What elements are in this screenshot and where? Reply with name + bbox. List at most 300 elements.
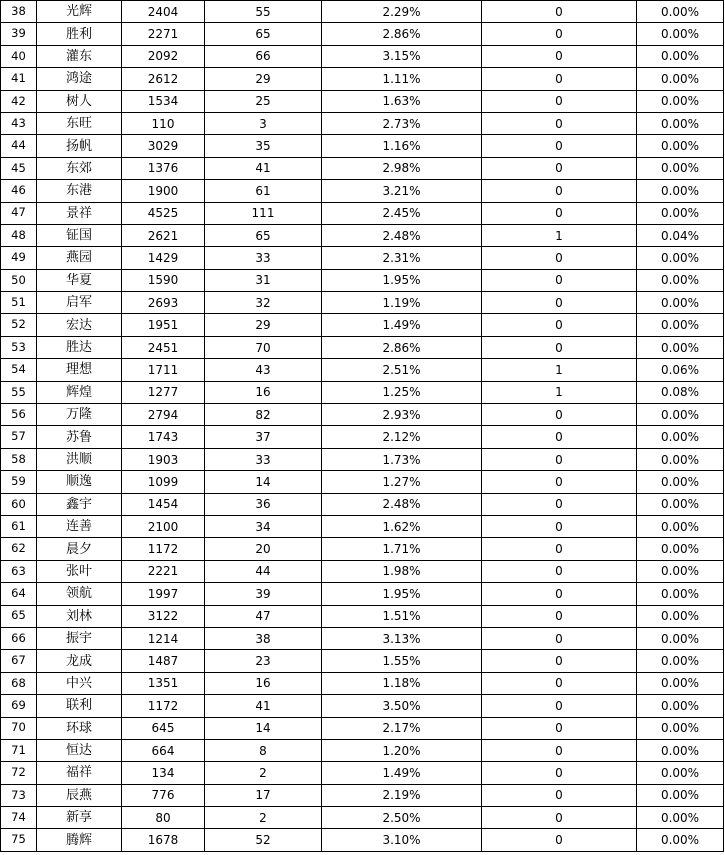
row-index-cell: 56	[1, 404, 37, 426]
row-index-cell: 75	[1, 829, 37, 851]
row-index-cell: 72	[1, 762, 37, 784]
count-cell: 39	[205, 583, 322, 605]
count2-cell: 0	[482, 515, 637, 537]
count2-cell: 0	[482, 448, 637, 470]
table-row	[1, 717, 724, 739]
total-cell: 1487	[122, 650, 205, 672]
rate2-cell: 0.00%	[637, 784, 724, 806]
table-row	[1, 269, 724, 291]
total-cell: 3122	[122, 605, 205, 627]
rate-cell: 1.11%	[322, 68, 482, 90]
count-cell: 66	[205, 45, 322, 67]
table-row	[1, 807, 724, 829]
row-index-cell: 65	[1, 605, 37, 627]
row-index-cell: 55	[1, 381, 37, 403]
row-index-cell: 73	[1, 784, 37, 806]
row-index-cell: 57	[1, 426, 37, 448]
count2-cell: 0	[482, 314, 637, 336]
table-row	[1, 90, 724, 112]
table-row	[1, 359, 724, 381]
rate-cell: 1.16%	[322, 135, 482, 157]
count-cell: 41	[205, 157, 322, 179]
rate-cell: 3.15%	[322, 45, 482, 67]
row-index-cell: 58	[1, 448, 37, 470]
count2-cell: 0	[482, 426, 637, 448]
total-cell: 2092	[122, 45, 205, 67]
name-cell: 中兴	[37, 672, 122, 694]
name-cell: 东郊	[37, 157, 122, 179]
rate2-cell: 0.00%	[637, 560, 724, 582]
count-cell: 16	[205, 672, 322, 694]
count2-cell: 0	[482, 1, 637, 23]
total-cell: 2621	[122, 224, 205, 246]
row-index-cell: 43	[1, 112, 37, 134]
row-index-cell: 40	[1, 45, 37, 67]
table-row	[1, 224, 724, 246]
rate-cell: 2.29%	[322, 1, 482, 23]
row-index-cell: 45	[1, 157, 37, 179]
rate-cell: 2.45%	[322, 202, 482, 224]
total-cell: 1351	[122, 672, 205, 694]
name-cell: 灌东	[37, 45, 122, 67]
rate2-cell: 0.00%	[637, 292, 724, 314]
count2-cell: 0	[482, 695, 637, 717]
rate2-cell: 0.00%	[637, 336, 724, 358]
row-index-cell: 66	[1, 627, 37, 649]
total-cell: 1900	[122, 180, 205, 202]
table-row	[1, 68, 724, 90]
rate2-cell: 0.00%	[637, 135, 724, 157]
rate-cell: 3.13%	[322, 627, 482, 649]
count2-cell: 0	[482, 45, 637, 67]
count2-cell: 1	[482, 359, 637, 381]
name-cell: 张叶	[37, 560, 122, 582]
name-cell: 振宇	[37, 627, 122, 649]
row-index-cell: 48	[1, 224, 37, 246]
table-body	[1, 1, 724, 852]
total-cell: 776	[122, 784, 205, 806]
rate-cell: 1.95%	[322, 269, 482, 291]
name-cell: 鸿途	[37, 68, 122, 90]
count-cell: 44	[205, 560, 322, 582]
total-cell: 80	[122, 807, 205, 829]
rate-cell: 1.98%	[322, 560, 482, 582]
count2-cell: 0	[482, 627, 637, 649]
count2-cell: 0	[482, 90, 637, 112]
count2-cell: 0	[482, 247, 637, 269]
rate-cell: 2.86%	[322, 23, 482, 45]
total-cell: 1711	[122, 359, 205, 381]
rate2-cell: 0.00%	[637, 426, 724, 448]
count-cell: 29	[205, 314, 322, 336]
count2-cell: 0	[482, 672, 637, 694]
row-index-cell: 38	[1, 1, 37, 23]
count-cell: 52	[205, 829, 322, 851]
rate-cell: 2.86%	[322, 336, 482, 358]
table-row	[1, 112, 724, 134]
rate-cell: 1.18%	[322, 672, 482, 694]
count-cell: 70	[205, 336, 322, 358]
count-cell: 17	[205, 784, 322, 806]
rate-cell: 1.71%	[322, 538, 482, 560]
name-cell: 辉煌	[37, 381, 122, 403]
count-cell: 2	[205, 807, 322, 829]
table-row	[1, 739, 724, 761]
count2-cell: 0	[482, 269, 637, 291]
rate-cell: 1.49%	[322, 762, 482, 784]
total-cell: 1903	[122, 448, 205, 470]
count-cell: 29	[205, 68, 322, 90]
rate-cell: 2.98%	[322, 157, 482, 179]
rate-cell: 1.55%	[322, 650, 482, 672]
table-row	[1, 292, 724, 314]
row-index-cell: 51	[1, 292, 37, 314]
rate2-cell: 0.00%	[637, 1, 724, 23]
rate-cell: 3.50%	[322, 695, 482, 717]
count-cell: 14	[205, 717, 322, 739]
rate2-cell: 0.00%	[637, 247, 724, 269]
table-row	[1, 672, 724, 694]
total-cell: 2794	[122, 404, 205, 426]
rate2-cell: 0.00%	[637, 269, 724, 291]
table-row	[1, 650, 724, 672]
table-row	[1, 583, 724, 605]
count2-cell: 0	[482, 784, 637, 806]
name-cell: 鑫宇	[37, 493, 122, 515]
name-cell: 胜达	[37, 336, 122, 358]
table-row	[1, 627, 724, 649]
count-cell: 36	[205, 493, 322, 515]
count-cell: 23	[205, 650, 322, 672]
count-cell: 65	[205, 224, 322, 246]
count-cell: 82	[205, 404, 322, 426]
rate2-cell: 0.00%	[637, 157, 724, 179]
rate-cell: 2.50%	[322, 807, 482, 829]
name-cell: 万隆	[37, 404, 122, 426]
row-index-cell: 70	[1, 717, 37, 739]
count2-cell: 0	[482, 68, 637, 90]
table-row	[1, 695, 724, 717]
total-cell: 1277	[122, 381, 205, 403]
total-cell: 110	[122, 112, 205, 134]
name-cell: 联利	[37, 695, 122, 717]
total-cell: 1997	[122, 583, 205, 605]
table-row	[1, 762, 724, 784]
row-index-cell: 53	[1, 336, 37, 358]
name-cell: 扬帆	[37, 135, 122, 157]
total-cell: 2271	[122, 23, 205, 45]
table-row	[1, 23, 724, 45]
table-row	[1, 381, 724, 403]
count-cell: 61	[205, 180, 322, 202]
rate-cell: 2.48%	[322, 224, 482, 246]
name-cell: 福祥	[37, 762, 122, 784]
rate-cell: 1.63%	[322, 90, 482, 112]
row-index-cell: 46	[1, 180, 37, 202]
total-cell: 1951	[122, 314, 205, 336]
name-cell: 燕园	[37, 247, 122, 269]
count2-cell: 0	[482, 717, 637, 739]
row-index-cell: 39	[1, 23, 37, 45]
count-cell: 20	[205, 538, 322, 560]
rate2-cell: 0.00%	[637, 762, 724, 784]
row-index-cell: 74	[1, 807, 37, 829]
table-row	[1, 605, 724, 627]
count-cell: 43	[205, 359, 322, 381]
name-cell: 晨夕	[37, 538, 122, 560]
rate2-cell: 0.00%	[637, 471, 724, 493]
total-cell: 1534	[122, 90, 205, 112]
total-cell: 1454	[122, 493, 205, 515]
total-cell: 2221	[122, 560, 205, 582]
count2-cell: 0	[482, 493, 637, 515]
name-cell: 恒达	[37, 739, 122, 761]
count2-cell: 0	[482, 292, 637, 314]
count-cell: 16	[205, 381, 322, 403]
rate2-cell: 0.00%	[637, 538, 724, 560]
rate-cell: 2.31%	[322, 247, 482, 269]
name-cell: 洪顺	[37, 448, 122, 470]
table-row	[1, 314, 724, 336]
row-index-cell: 59	[1, 471, 37, 493]
row-index-cell: 49	[1, 247, 37, 269]
table-row	[1, 247, 724, 269]
rate-cell: 1.20%	[322, 739, 482, 761]
name-cell: 连善	[37, 515, 122, 537]
rate-cell: 2.48%	[322, 493, 482, 515]
rate2-cell: 0.00%	[637, 45, 724, 67]
total-cell: 4525	[122, 202, 205, 224]
name-cell: 光辉	[37, 1, 122, 23]
table-row	[1, 829, 724, 851]
total-cell: 3029	[122, 135, 205, 157]
name-cell: 环球	[37, 717, 122, 739]
rate2-cell: 0.00%	[637, 493, 724, 515]
table-row	[1, 45, 724, 67]
row-index-cell: 47	[1, 202, 37, 224]
rate-cell: 3.10%	[322, 829, 482, 851]
count2-cell: 1	[482, 381, 637, 403]
count-cell: 8	[205, 739, 322, 761]
row-index-cell: 63	[1, 560, 37, 582]
count-cell: 31	[205, 269, 322, 291]
total-cell: 1429	[122, 247, 205, 269]
total-cell: 2612	[122, 68, 205, 90]
rate2-cell: 0.00%	[637, 180, 724, 202]
table-row	[1, 538, 724, 560]
rate2-cell: 0.04%	[637, 224, 724, 246]
rate2-cell: 0.00%	[637, 23, 724, 45]
name-cell: 理想	[37, 359, 122, 381]
count2-cell: 0	[482, 471, 637, 493]
name-cell: 刘林	[37, 605, 122, 627]
rate-cell: 1.49%	[322, 314, 482, 336]
row-index-cell: 64	[1, 583, 37, 605]
name-cell: 苏鲁	[37, 426, 122, 448]
table-row	[1, 336, 724, 358]
rate2-cell: 0.00%	[637, 717, 724, 739]
count-cell: 2	[205, 762, 322, 784]
count2-cell: 0	[482, 404, 637, 426]
total-cell: 2693	[122, 292, 205, 314]
rate2-cell: 0.00%	[637, 448, 724, 470]
count-cell: 65	[205, 23, 322, 45]
total-cell: 645	[122, 717, 205, 739]
total-cell: 1743	[122, 426, 205, 448]
row-index-cell: 71	[1, 739, 37, 761]
table-row	[1, 515, 724, 537]
rate-cell: 1.95%	[322, 583, 482, 605]
count2-cell: 0	[482, 135, 637, 157]
count2-cell: 0	[482, 739, 637, 761]
rate-cell: 2.12%	[322, 426, 482, 448]
total-cell: 1214	[122, 627, 205, 649]
name-cell: 启军	[37, 292, 122, 314]
rate2-cell: 0.00%	[637, 605, 724, 627]
row-index-cell: 61	[1, 515, 37, 537]
row-index-cell: 60	[1, 493, 37, 515]
row-index-cell: 68	[1, 672, 37, 694]
rate-cell: 1.27%	[322, 471, 482, 493]
row-index-cell: 52	[1, 314, 37, 336]
total-cell: 2451	[122, 336, 205, 358]
total-cell: 1172	[122, 695, 205, 717]
name-cell: 龙成	[37, 650, 122, 672]
count-cell: 25	[205, 90, 322, 112]
table-row	[1, 157, 724, 179]
rate2-cell: 0.00%	[637, 807, 724, 829]
count2-cell: 0	[482, 202, 637, 224]
total-cell: 1376	[122, 157, 205, 179]
rate2-cell: 0.00%	[637, 695, 724, 717]
count2-cell: 0	[482, 157, 637, 179]
row-index-cell: 44	[1, 135, 37, 157]
name-cell: 东港	[37, 180, 122, 202]
row-index-cell: 54	[1, 359, 37, 381]
row-index-cell: 41	[1, 68, 37, 90]
count-cell: 37	[205, 426, 322, 448]
count2-cell: 0	[482, 336, 637, 358]
total-cell: 2100	[122, 515, 205, 537]
count2-cell: 0	[482, 180, 637, 202]
rate-cell: 3.21%	[322, 180, 482, 202]
count2-cell: 0	[482, 650, 637, 672]
table-row	[1, 404, 724, 426]
row-index-cell: 50	[1, 269, 37, 291]
count-cell: 33	[205, 448, 322, 470]
rate2-cell: 0.00%	[637, 627, 724, 649]
table-row	[1, 1, 724, 23]
count2-cell: 0	[482, 807, 637, 829]
rate2-cell: 0.00%	[637, 404, 724, 426]
name-cell: 领航	[37, 583, 122, 605]
rate-cell: 2.17%	[322, 717, 482, 739]
name-cell: 辰燕	[37, 784, 122, 806]
name-cell: 腾辉	[37, 829, 122, 851]
count-cell: 3	[205, 112, 322, 134]
name-cell: 华夏	[37, 269, 122, 291]
total-cell: 664	[122, 739, 205, 761]
count-cell: 55	[205, 1, 322, 23]
rate2-cell: 0.00%	[637, 739, 724, 761]
rate-cell: 1.25%	[322, 381, 482, 403]
table-row	[1, 426, 724, 448]
count-cell: 41	[205, 695, 322, 717]
total-cell: 2404	[122, 1, 205, 23]
count-cell: 33	[205, 247, 322, 269]
row-index-cell: 42	[1, 90, 37, 112]
total-cell: 1590	[122, 269, 205, 291]
rate-cell: 2.19%	[322, 784, 482, 806]
count2-cell: 0	[482, 762, 637, 784]
row-index-cell: 69	[1, 695, 37, 717]
rate2-cell: 0.08%	[637, 381, 724, 403]
total-cell: 1099	[122, 471, 205, 493]
rate2-cell: 0.00%	[637, 583, 724, 605]
rate2-cell: 0.00%	[637, 829, 724, 851]
table-row	[1, 471, 724, 493]
name-cell: 钲国	[37, 224, 122, 246]
rate2-cell: 0.00%	[637, 314, 724, 336]
rate-cell: 2.93%	[322, 404, 482, 426]
rate-cell: 2.51%	[322, 359, 482, 381]
rate2-cell: 0.00%	[637, 202, 724, 224]
row-index-cell: 67	[1, 650, 37, 672]
count-cell: 14	[205, 471, 322, 493]
count-cell: 111	[205, 202, 322, 224]
rate2-cell: 0.00%	[637, 112, 724, 134]
count-cell: 32	[205, 292, 322, 314]
count2-cell: 0	[482, 605, 637, 627]
rate2-cell: 0.00%	[637, 672, 724, 694]
rate-cell: 1.73%	[322, 448, 482, 470]
row-index-cell: 62	[1, 538, 37, 560]
rate2-cell: 0.00%	[637, 650, 724, 672]
rate2-cell: 0.00%	[637, 68, 724, 90]
name-cell: 新享	[37, 807, 122, 829]
name-cell: 景祥	[37, 202, 122, 224]
name-cell: 东旺	[37, 112, 122, 134]
rate2-cell: 0.00%	[637, 515, 724, 537]
count2-cell: 1	[482, 224, 637, 246]
total-cell: 1172	[122, 538, 205, 560]
table-row	[1, 135, 724, 157]
table-row	[1, 448, 724, 470]
table-row	[1, 202, 724, 224]
count-cell: 34	[205, 515, 322, 537]
name-cell: 胜利	[37, 23, 122, 45]
rate2-cell: 0.06%	[637, 359, 724, 381]
count2-cell: 0	[482, 583, 637, 605]
total-cell: 134	[122, 762, 205, 784]
total-cell: 1678	[122, 829, 205, 851]
rate-cell: 1.19%	[322, 292, 482, 314]
table-row	[1, 493, 724, 515]
table-row	[1, 180, 724, 202]
rate2-cell: 0.00%	[637, 90, 724, 112]
count2-cell: 0	[482, 560, 637, 582]
name-cell: 树人	[37, 90, 122, 112]
count2-cell: 0	[482, 23, 637, 45]
count-cell: 35	[205, 135, 322, 157]
name-cell: 宏达	[37, 314, 122, 336]
table-row	[1, 560, 724, 582]
count-cell: 47	[205, 605, 322, 627]
rate-cell: 1.62%	[322, 515, 482, 537]
rate-cell: 1.51%	[322, 605, 482, 627]
count2-cell: 0	[482, 112, 637, 134]
rate-cell: 2.73%	[322, 112, 482, 134]
